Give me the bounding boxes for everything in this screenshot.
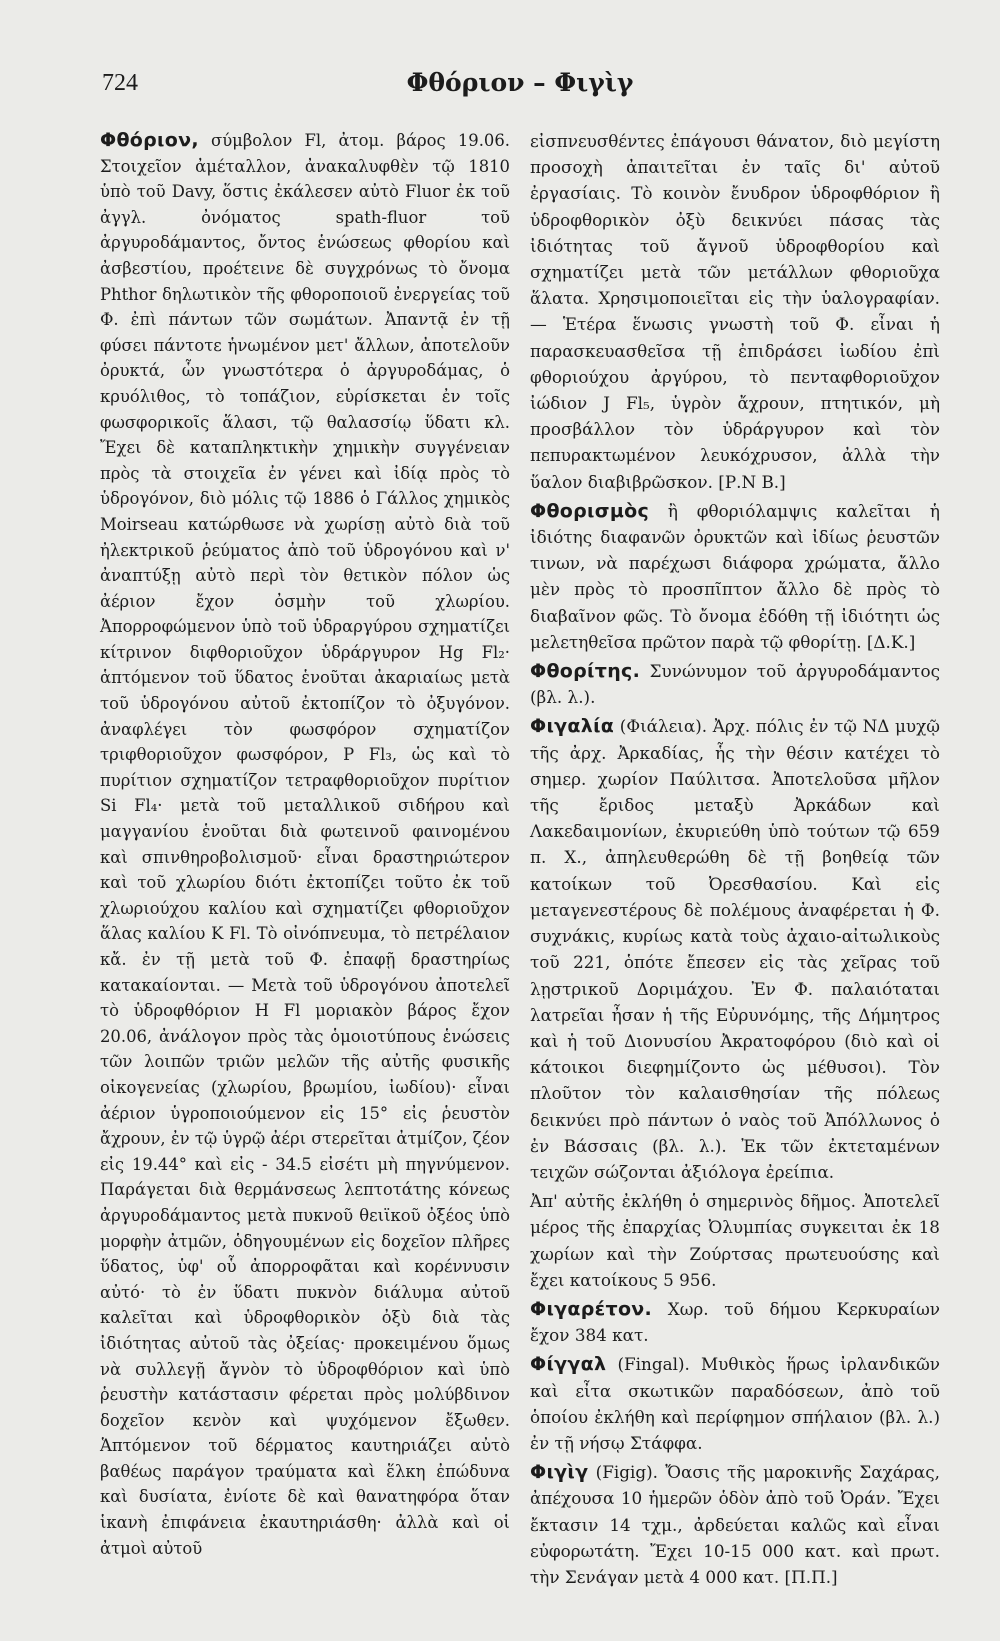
entry-headword: Φθορισμὸς: [530, 499, 650, 522]
entry-headword: Φίγγαλ: [530, 1353, 607, 1376]
entry-text: εἰσπνευσθέντες ἐπάγουσι θάνατον, διὸ μεγίστη προσοχὴ ἀπαιτεῖται ἐν ταῖς δι' αὐτοῦ ἐργασίαις. Τὸ κοινὸν ἔνυδρον ὑδροφθόριον ἢ ὑδροφθορικὸν ὀξὺ δεικνύει πάσας τὰς ἰδιότητας τοῦ ἄγνοῦ ὑδροφθορίου καὶ σχηματίζει μετὰ τῶν μετάλλων φθοριοῦχα ἅλατα. Χρησιμοποιεῖται εἰς τὴν ὑαλογραφίαν. — Ἑτέρα ἕνωσις γνωστὴ τοῦ Φ. εἶναι ἡ παρασκευασθεῖσα τῇ ἐπιδράσει ἰωδίου ἐπὶ φθοριούχου ἀργύρου, τὸ πενταφθοριοῦχον ἰώδιον J Fl₅, ὑγρὸν ἄχρουν, πτητικόν, μὴ προσβάλλον τὸν ὑδράργυρον καὶ τὸν πεπυρακτωμένον λευκόχρυσον, ἀλλὰ τὴν ὕαλον διαβιβρῶσκον. [Ρ.Ν Β.]: [530, 131, 940, 492]
encyclopedia-entry: [530, 1459, 940, 1590]
entry-text: Ἀπ' αὐτῆς ἐκλήθη ὁ σημερινὸς δῆμος. Ἀποτελεῖ μέρος τῆς ἐπαρχίας Ὀλυμπίας συγκειται ἐκ 18 χωρίων καὶ τὴν Ζούρτσας πρωτευούσης καὶ ἔχει κατοίκους 5 956.: [530, 1191, 940, 1290]
encyclopedia-entry: [530, 713, 940, 1185]
page-number: 724: [102, 70, 138, 96]
encyclopedia-entry: [530, 1351, 940, 1456]
entry-text: (Fingal). Μυθικὸς ἥρως ἰρλανδικῶν καὶ εἶτα σκωτικῶν παραδόσεων, ἀπὸ τοῦ ὁποίου ἐκλήθη καὶ περίφημον σπήλαιον (βλ. λ.) ἐν τῇ νήσῳ Στάφφα.: [530, 1354, 940, 1453]
encyclopedia-entry: [530, 1296, 940, 1348]
entry-text: σύμβολον Fl, ἀτομ. βάρος 19.06. Στοιχεῖον ἀμέταλλον, ἀνακαλυφθὲν τῷ 1810 ὑπὸ τοῦ Davy, ὅστις ἐκάλεσεν αὐτὸ Fluor ἐκ τοῦ ἀγγλ. ὀνόματος spath-fluor τοῦ ἀργυροδάμαντος, ὄντος ἑνώσεως φθορίου καὶ ἀσβεστίου, προέτεινε δὲ συγχρόνως τὸ ὄνομα Phthor δηλωτικὸν τῆς φθοροποιοῦ ἐνεργείας τοῦ Φ. ἐπὶ πάντων τῶν σωμάτων. Ἀπαντᾷ ἐν τῇ φύσει πάντοτε ἡνωμένον μετ' ἄλλων, ἀποτελοῦν ὀρυκτά, ὧν γνωστότερα ὁ ἀργυροδάμας, ὁ κρυόλιθος, τὸ τοπάζιον, εὑρίσκεται ἐν τοῖς φωσφορικοῖς ἅλασι, τῷ θαλασσίῳ ὕδατι κλ. Ἔχει δὲ καταπληκτικὴν χημικὴν συγγένειαν πρὸς τὰ στοιχεῖα ἐν γένει καὶ ἰδίᾳ πρὸς τὸ ὑδρογόνον, διὸ μόλις τῷ 1886 ὁ Γάλλος χημικὸς Moirseau κατώρθωσε νὰ χωρίσῃ αὐτὸ διὰ τοῦ ἠλεκτρικοῦ ῥεύματος ἀπὸ τοῦ ὑδρογόνου καὶ ν' ἀναπτύξῃ αὐτὸ περὶ τὸν θετικὸν πόλον ὡς ἀέριον ἔχον ὀσμὴν τοῦ χλωρίου. Ἀπορροφώμενον ὑπὸ τοῦ ὑδραργύρου σχηματίζει κίτρινον διφθοριοῦχον ὑδράργυρον Hg Fl₂· ἁπτόμενον τοῦ ὕδατος ἑνοῦται ἀκαριαίως μετὰ τοῦ ὑδρογόνου αὐτοῦ ἐκτοπίζον τὸ ὀξυγόνον. ἀναφλέγει τὸν φωσφόρον σχηματίζον τριφθοριοῦχον φωσφόρον, P Fl₃, ὡς καὶ τὸ πυρίτιον σχηματίζον τετραφθοριοῦχον πυρίτιον Si Fl₄· μετὰ τοῦ μεταλλικοῦ σιδήρου καὶ μαγγανίου ἑνοῦται διὰ φωτεινοῦ φαινομένου καὶ σπινθηροβολισμοῦ· εἶναι δραστηριώτερον καὶ τοῦ χλωρίου διότι ἐκτοπίζει τοῦτο ἐκ τοῦ χλωριούχου καλίου καὶ σχηματίζει φθοριοῦχον ἅλας καλίου K Fl. Τὸ οἰνόπνευμα, τὸ πετρέλαιον κἄ. ἐν τῇ μετὰ τοῦ Φ. ἐπαφῇ δραστηρίως κατακαίονται. — Μετὰ τοῦ ὑδρογόνου ἀποτελεῖ τὸ ὑδροφθόριον H Fl μοριακὸν βάρος ἔχον 20.06, ἀνάλογον πρὸς τὰς ὁμοιοτύπους ἑνώσεις τῶν λοιπῶν τριῶν μελῶν τῆς αὐτῆς φυσικῆς οἰκογενείας (χλωρίου, βρωμίου, ἰωδίου)· εἶναι ἀέριον ὑγροποιούμενον εἰς 15° εἰς ῥευστὸν ἄχρουν, ἐν τῷ ὑγρῷ ἀέρι στερεῖται ἀτμίζον, ζέον εἰς 19.44° καὶ εἰς - 34.5 εἰσέτι μὴ πηγνύμενον. Παράγεται διὰ θερμάνσεως λεπτοτάτης κόνεως ἀργυροδάμαντος μετὰ πυκνοῦ θειϊκοῦ ὀξέος ὑπὸ μορφὴν ἀτμῶν, ὁδηγουμένων εἰς δοχεῖον πλῆρες ὕδατος, ὑφ' οὗ ἀπορροφᾶται καὶ κορέννυσιν αὐτό· τὸ ἐν ὕδατι πυκνὸν διάλυμα αὐτοῦ καλεῖται καὶ ὑδροφθορικὸν ὀξὺ διὰ τὰς ἰδιότητας αὐτοῦ τὰς ὀξείας· προκειμένου ὅμως νὰ συλλεγῇ ἄγνὸν τὸ ὑδροφθόριον καὶ ὑπὸ ῥευστὴν κατάστασιν φέρεται πρὸς μολύβδινον δοχεῖον κενὸν καὶ ψυχόμενον ἔξωθεν. Ἁπτόμενον τοῦ δέρματος καυτηριάζει αὐτὸ βαθέως παράγον τραύματα καὶ ἕλκη ἐπώδυνα καὶ δυσίατα, ἐνίοτε δὲ καὶ θανατηφόρα ὅταν ἱκανὴ ἐπιφάνεια ἐκαυτηριάσθη· ἀλλὰ καὶ οἱ ἀτμοὶ αὐτοῦ: [100, 131, 510, 1558]
right-column: [530, 128, 940, 1593]
running-title: Φθόριον – Φιγὶγ: [406, 68, 634, 97]
entry-headword: Φιγὶγ: [530, 1461, 589, 1484]
entry-headword: Φθόριον,: [100, 129, 199, 151]
encyclopedia-entry: [530, 498, 940, 655]
encyclopedia-entry: [530, 128, 940, 495]
entry-headword: Φιγαλία: [530, 715, 615, 738]
entry-text: ἢ φθοριόλαμψις καλεῖται ἡ ἰδιότης διαφανῶν ὀρυκτῶν καὶ ἰδίως ῥευστῶν τινων, νὰ παρέχωσι διάφορα χρώματα, ἄλλο μὲν πρὸς τὸ προσπῖπτον ἄλλο δὲ πρὸς τὸ διαβαῖνον φῶς. Τὸ ὄνομα ἐδόθη τῇ ἰδιότητι ὡς μελετηθεῖσα πρῶτον παρὰ τῷ φθορίτῃ. [Δ.Κ.]: [530, 500, 940, 652]
page-header: [100, 62, 940, 102]
entry-text: (Figig). Ὄασις τῆς μαροκινῆς Σαχάρας, ἀπέχουσα 10 ἡμερῶν ὁδὸν ἀπὸ τοῦ Ὀράν. Ἔχει ἔκτασιν 14 τχμ., ἀρδεύεται καλῶς καὶ εἶναι εὐφορωτάτη. Ἔχει 10-15 000 κατ. καὶ πρωτ. τὴν Σενάγαν μετὰ 4 000 κατ. [Π.Π.]: [530, 1462, 940, 1587]
entry-headword: Φθορίτης.: [530, 660, 641, 683]
entry-text: Χωρ. τοῦ δήμου Κερκυραίων ἔχον 384 κατ.: [530, 1298, 940, 1346]
entry-text: Συνώνυμον τοῦ ἀργυροδάμαντος (βλ. λ.).: [530, 661, 940, 708]
entry-headword: Φιγαρέτον.: [530, 1297, 653, 1320]
encyclopedia-entry: [530, 1188, 940, 1293]
encyclopedia-entry: [100, 128, 510, 1561]
left-column: [100, 128, 510, 1564]
encyclopedia-entry: [530, 658, 940, 710]
entry-text: (Φιάλεια). Ἀρχ. πόλις ἐν τῷ ΝΔ μυχῷ τῆς ἀρχ. Ἀρκαδίας, ἧς τὴν θέσιν κατέχει τὸ σημερ. χωρίον Παύλιτσα. Ἀποτελοῦσα μῆλον τῆς ἔριδος μεταξὺ Ἀρκάδων καὶ Λακεδαιμονίων, ἐκυριεύθη ὑπὸ τούτων τῷ 659 π. Χ., ἀπηλευθερώθη δὲ τῇ βοηθείᾳ τῶν κατοίκων τοῦ Ὀρεσθασίου. Καὶ εἰς μεταγενεστέρους δὲ πολέμους ἀναφέρεται ἡ Φ. συχνάκις, κυρίως κατὰ τοὺς ἀχαιο-αἰτωλικοὺς τοῦ 221, ὁπότε ἔπεσεν εἰς τὰς χεῖρας τοῦ λῃστρικοῦ Δοριμάχου. Ἐν Φ. παλαιόταται λατρεῖαι ἦσαν ἡ τῆς Εὐρυνόμης, τῆς Δήμητρος καὶ ἡ τοῦ Διονυσίου Ἀκρατοφόρου (διὸ καὶ οἱ κάτοικοι διεφημίζοντο ὡς μέθυσοι). Τὸν πλοῦτον τὸν καλαισθησίαν τῆς πόλεως δεικνύει πρὸ πάντων ὁ ναὸς τοῦ Ἀπόλλωνος ὁ ἐν Βάσσαις (βλ. λ.). Ἐκ τῶν ἐκτεταμένων τειχῶν σώζονται ἀξιόλογα ἐρείπια.: [530, 716, 940, 1182]
